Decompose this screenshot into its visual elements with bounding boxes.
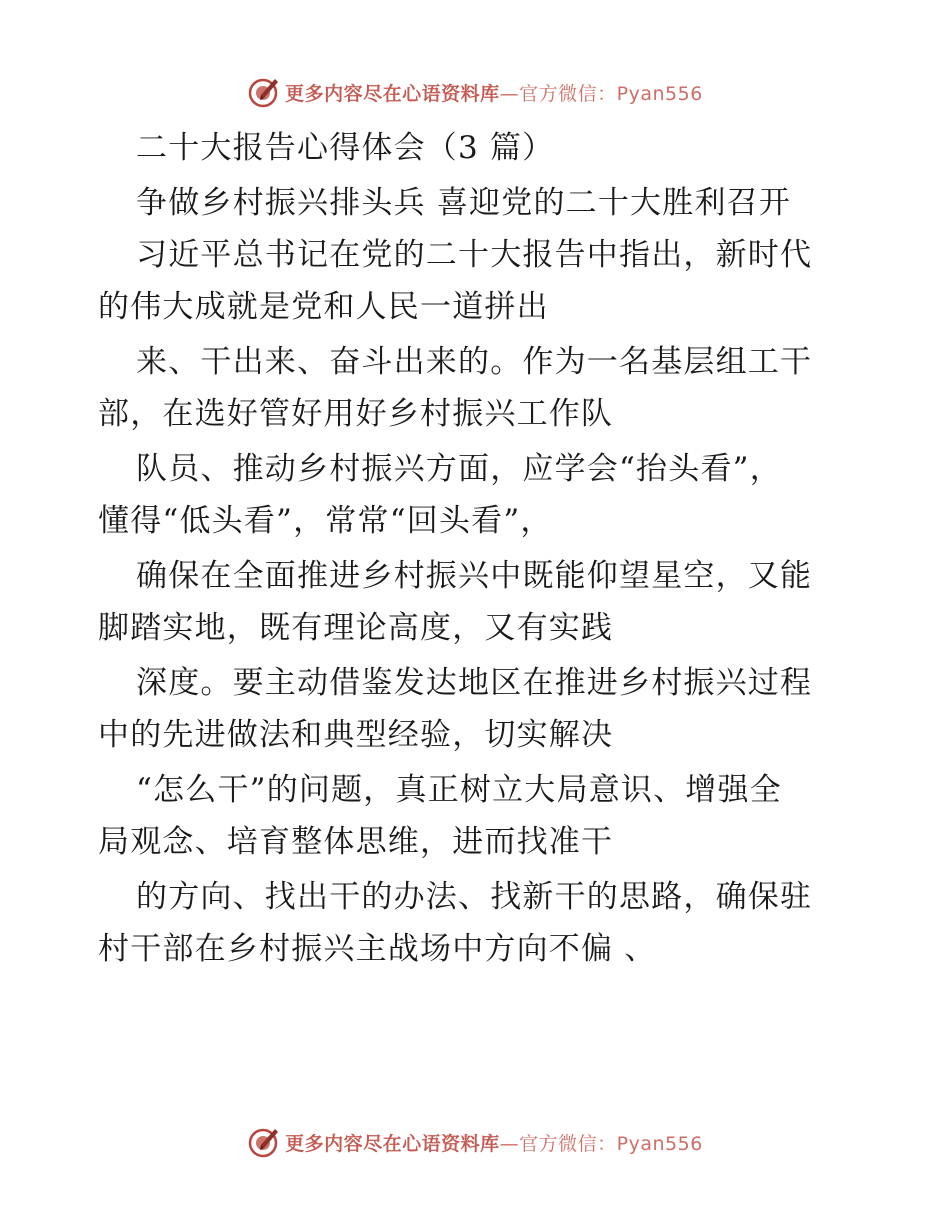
text-line: 中的先进做法和典型经验，切实解决	[98, 717, 614, 753]
footer-watermark	[0, 1122, 950, 1162]
header-watermark	[0, 72, 950, 112]
text-line: 深度。要主动借鉴发达地区在推进乡村振兴过程	[136, 665, 813, 701]
text-line: 部，在选好管好用好乡村振兴工作队	[98, 396, 614, 432]
watermark-dash: —	[499, 82, 520, 105]
document-body	[98, 122, 858, 975]
watermark-contact: 官方微信：Pyan556	[519, 82, 703, 105]
logo-icon	[247, 1125, 281, 1159]
text-line: 村干部在乡村振兴主战场中方向不偏 、	[98, 931, 657, 967]
watermark-brand: 更多内容尽在心语资料库	[285, 1132, 500, 1155]
text-line: 来、干出来、奋斗出来的。作为一名基层组工干	[136, 344, 813, 380]
watermark-brand: 更多内容尽在心语资料库	[285, 82, 500, 105]
document-title: 二十大报告心得体会（3 篇）	[136, 130, 555, 166]
text-line: 队员、推动乡村振兴方面，应学会“抬头看”，	[136, 451, 782, 487]
text-line: 的方向、找出干的办法、找新干的思路，确保驻	[136, 879, 813, 915]
watermark-dash: —	[499, 1132, 520, 1155]
document-subtitle: 争做乡村振兴排头兵 喜迎党的二十大胜利召开	[136, 185, 792, 221]
text-line: 懂得“低头看”，常常“回头看”，	[98, 503, 553, 539]
watermark-contact: 官方微信：Pyan556	[519, 1132, 703, 1155]
logo-icon	[247, 75, 281, 109]
text-line: “怎么干”的问题，真正树立大局意识、增强全	[136, 772, 782, 808]
text-line: 局观念、培育整体思维，进而找准干	[98, 824, 614, 860]
text-line: 脚踏实地，既有理论高度，又有实践	[98, 610, 614, 646]
text-line: 确保在全面推进乡村振兴中既能仰望星空，又能	[136, 558, 813, 594]
text-line: 的伟大成就是党和人民一道拼出	[98, 289, 549, 325]
text-line: 习近平总书记在党的二十大报告中指出，新时代	[136, 237, 813, 273]
